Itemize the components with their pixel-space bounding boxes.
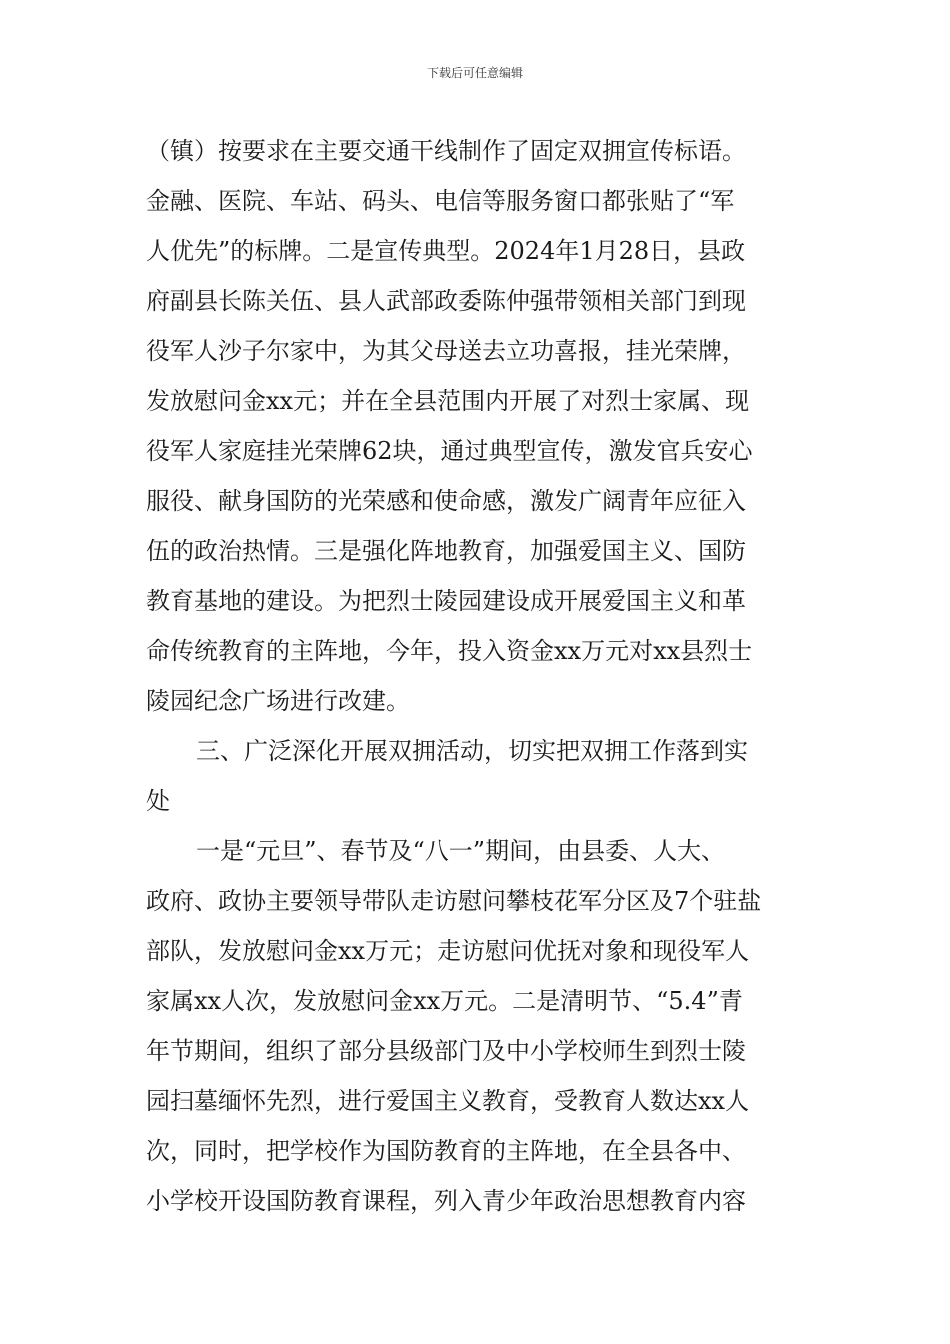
body-line: 政府、政协主要领导带队走访慰问攀枝花军分区及7个驻盐 [146,887,762,915]
body-line: 教育基地的建设。为把烈士陵园建设成开展爱国主义和革 [146,587,746,615]
body-line: 陵园纪念广场进行改建。 [146,687,410,715]
body-line: 命传统教育的主阵地，今年，投入资金xx万元对xx县烈士 [146,637,753,665]
document-body [146,126,818,1226]
body-line: 次，同时，把学校作为国防教育的主阵地，在全县各中、 [146,1137,746,1165]
body-line: 金融、医院、车站、码头、电信等服务窗口都张贴了“军 [146,187,735,215]
page-header: 下载后可任意编辑 [426,66,523,80]
body-line: 服役、献身国防的光荣感和使命感，激发广阔青年应征入 [146,487,746,515]
body-line: 伍的政治热情。三是强化阵地教育，加强爱国主义、国防 [146,537,746,565]
body-line: 园扫墓缅怀先烈，进行爱国主义教育，受教育人数达xx人 [146,1087,750,1115]
section-heading-line: 处 [146,787,170,815]
body-line: 役军人家庭挂光荣牌62块，通过典型宣传，激发官兵安心 [146,437,753,465]
body-line: 年节期间，组织了部分县级部门及中小学校师生到烈士陵 [146,1037,746,1065]
body-line: 小学校开设国防教育课程，列入青少年政治思想教育内容 [146,1187,746,1215]
body-line: 发放慰问金xx元；并在全县范围内开展了对烈士家属、现 [146,387,750,415]
body-line: 家属xx人次，发放慰问金xx万元。二是清明节、“5.4”青 [146,987,743,1015]
body-line: 部队，发放慰问金xx万元；走访慰问优抚对象和现役军人 [146,937,750,965]
body-line: （镇）按要求在主要交通干线制作了固定双拥宣传标语。 [146,137,746,165]
body-line: 人优先”的标牌。二是宣传典型。2024年1月28日，县政 [146,237,746,265]
body-line: 府副县长陈关伍、县人武部政委陈仲强带领相关部门到现 [146,287,746,315]
body-line: 役军人沙子尔家中，为其父母送去立功喜报，挂光荣牌， [146,337,746,365]
section-heading-line: 三、广泛深化开展双拥活动，切实把双拥工作落到实 [196,737,748,765]
body-line: 一是“元旦”、春节及“八一”期间，由县委、人大、 [196,837,726,865]
